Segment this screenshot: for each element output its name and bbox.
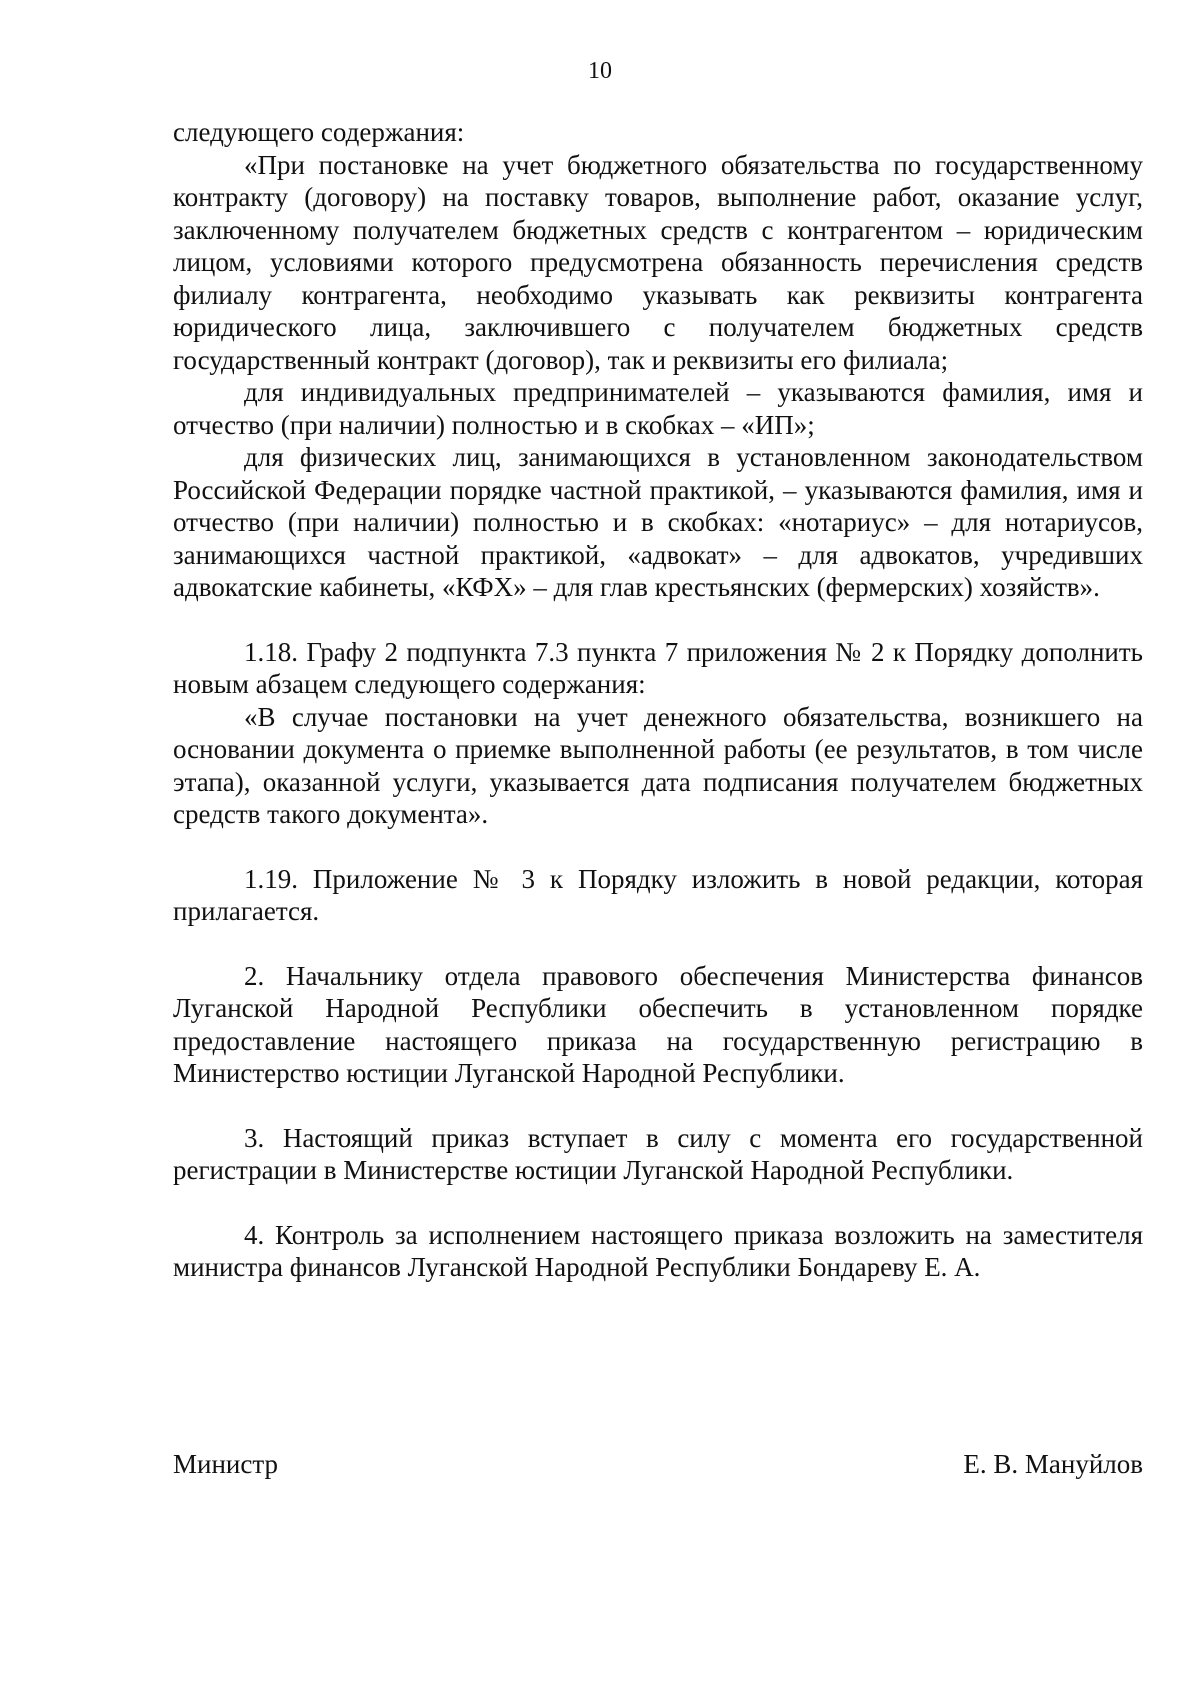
paragraph-1-19: 1.19. Приложение № 3 к Порядку изложить в новой редакции, которая прилагается. bbox=[173, 863, 1143, 926]
paragraph-private-practice: для физических лиц, занимающихся в установленном законодательством Российской Федерации порядке частной практикой, – указываются фамилия, имя и отчество (при наличии) полностью и в скобках: «нотариус» – для нотариусов, занимающихся частной практикой, «адвокат» – для адвокатов, учредивших адвокатские кабинеты, «КФХ» – для глав крестьянских (фермерских) хозяйств». bbox=[173, 442, 1143, 602]
signature-block bbox=[173, 1448, 1143, 1480]
paragraph-individual-entrepreneurs: для индивидуальных предпринимателей – указываются фамилия, имя и отчество (при наличии) полностью и в скобках – «ИП»; bbox=[173, 377, 1143, 440]
paragraph-quote-requisites: «При постановке на учет бюджетного обязательства по государственному контракту (договору) на поставку товаров, выполнение работ, оказание услуг, заключенному получателем бюджетных средств с контрагентом – юридическим лицом, условиями которого предусмотрена обязанность перечисления средств филиалу контрагента, необходимо указывать как реквизиты контрагента юридического лица, заключившего с получателем бюджетных средств государственный контракт (договор), так и реквизиты его филиала; bbox=[173, 149, 1143, 375]
paragraph-1-18: 1.18. Графу 2 подпункта 7.3 пункта 7 приложения № 2 к Порядку дополнить новым абзацем следующего содержания: bbox=[173, 636, 1143, 699]
document-body bbox=[173, 116, 1143, 1284]
paragraph-4: 4. Контроль за исполнением настоящего приказа возложить на заместителя министра финансов Луганской Народной Республики Бондареву Е. А. bbox=[173, 1219, 1143, 1282]
paragraph-quote-monetary-obligation: «В случае постановки на учет денежного обязательства, возникшего на основании документа о приемке выполненной работы (ее результатов, в том числе этапа), оказанной услуги, указывается дата подписания получателем бюджетных средств такого документа». bbox=[173, 701, 1143, 829]
signatory-position: Министр bbox=[173, 1449, 278, 1479]
signatory-name: Е. В. Мануйлов bbox=[963, 1449, 1143, 1479]
paragraph-continuation: следующего содержания: bbox=[173, 117, 465, 147]
paragraph-2: 2. Начальнику отдела правового обеспечения Министерства финансов Луганской Народной Республики обеспечить в установленном порядке предоставление настоящего приказа на государственную регистрацию в Министерство юстиции Луганской Народной Республики. bbox=[173, 960, 1143, 1088]
paragraph-3: 3. Настоящий приказ вступает в силу с момента его государственной регистрации в Министерстве юстиции Луганской Народной Республики. bbox=[173, 1122, 1143, 1185]
page-number: 10 bbox=[588, 58, 612, 84]
